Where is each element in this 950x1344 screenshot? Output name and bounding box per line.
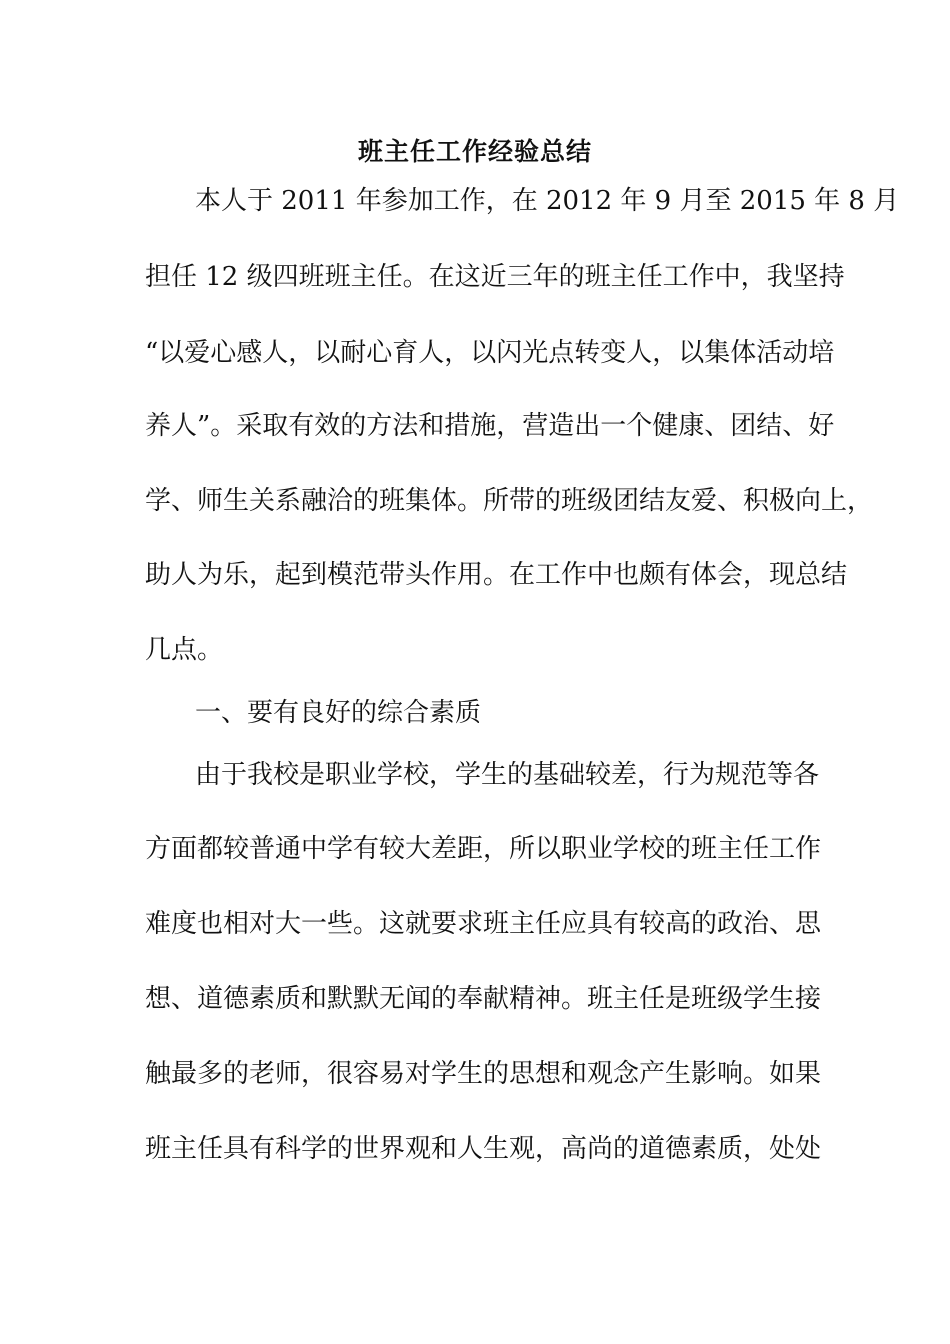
paragraph-line: 养人”。采取有效的方法和措施，营造出一个健康、团结、好 <box>145 411 835 441</box>
section-heading: 一、要有良好的综合素质 <box>195 698 482 728</box>
paragraph-line: 助人为乐，起到模范带头作用。在工作中也颇有体会，现总结 <box>145 560 848 590</box>
paragraph-line: 班主任具有科学的世界观和人生观，高尚的道德素质，处处 <box>145 1134 822 1164</box>
paragraph-line: 想、道德素质和默默无闻的奉献精神。班主任是班级学生接 <box>145 984 822 1014</box>
paragraph-line: 难度也相对大一些。这就要求班主任应具有较高的政治、思 <box>145 909 822 939</box>
paragraph-line: 担任 12 级四班班主任。在这近三年的班主任工作中，我坚持 <box>145 262 845 292</box>
paragraph-line: 本人于 2011 年参加工作，在 2012 年 9 月至 2015 年 8 月 <box>195 186 900 216</box>
paragraph-line: 触最多的老师，很容易对学生的思想和观念产生影响。如果 <box>145 1059 822 1089</box>
document-title: 班主任工作经验总结 <box>357 137 592 166</box>
paragraph-line: “以爱心感人，以耐心育人，以闪光点转变人，以集体活动培 <box>145 338 835 368</box>
paragraph-line: 学、师生关系融洽的班集体。所带的班级团结友爱、积极向上， <box>145 486 874 516</box>
paragraph-line: 方面都较普通中学有较大差距，所以职业学校的班主任工作 <box>145 834 822 864</box>
paragraph-line: 几点。 <box>145 635 224 665</box>
paragraph-line: 由于我校是职业学校，学生的基础较差，行为规范等各 <box>195 760 820 790</box>
